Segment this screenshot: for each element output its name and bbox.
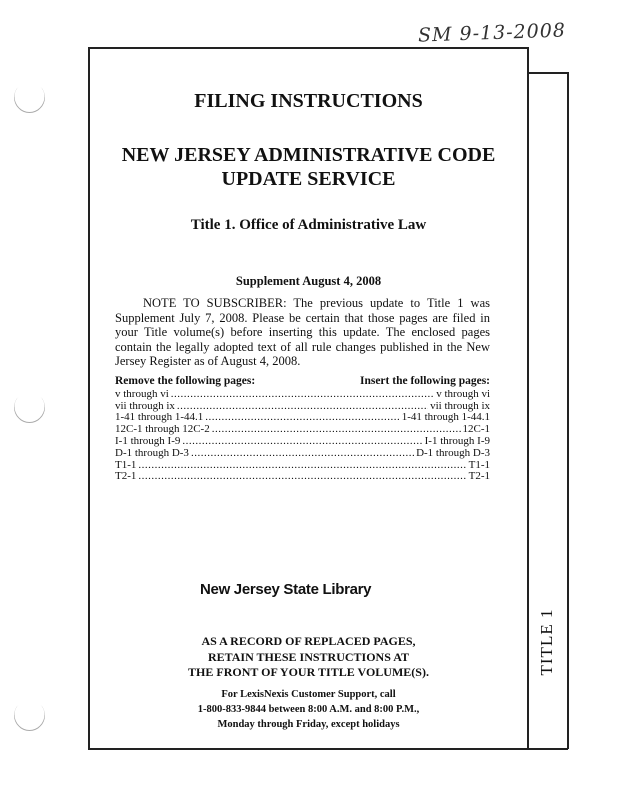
customer-support-info [90, 687, 527, 732]
remove-pages: v through vi [115, 387, 169, 400]
remove-pages: D-1 through D-3 [115, 446, 189, 459]
insert-pages: D-1 through D-3 [416, 446, 490, 459]
remove-pages: T2-1 [115, 470, 137, 483]
handwritten-note: SM 9-13-2008 [417, 19, 567, 47]
punch-hole-mark [8, 76, 52, 120]
leader-dots [212, 424, 461, 436]
table-row [115, 460, 490, 472]
page-title: FILING INSTRUCTIONS [194, 90, 423, 112]
support-line: 1-800-833-9844 between 8:00 A.M. and 8:00 P.M., [197, 704, 420, 715]
leader-dots [138, 460, 466, 472]
table-row [115, 448, 490, 460]
support-line: Monday through Friday, except holidays [217, 719, 400, 730]
code-title-line: NEW JERSEY ADMINISTRATIVE CODE [121, 144, 496, 166]
leader-dots [177, 401, 428, 413]
leader-dots [191, 448, 414, 460]
retain-notice [90, 634, 527, 681]
code-title-line: UPDATE SERVICE [221, 168, 396, 190]
code-title [90, 143, 527, 191]
retain-notice-line: RETAIN THESE INSTRUCTIONS AT [207, 649, 410, 664]
library-stamp: New Jersey State Library [200, 581, 372, 598]
punch-hole-mark [8, 694, 52, 738]
leader-dots [182, 436, 422, 448]
border-right [567, 72, 569, 749]
retain-notice-line: AS A RECORD OF REPLACED PAGES, [201, 634, 416, 648]
table-row [115, 436, 490, 448]
supplement-date: Supplement August 4, 2008 [235, 274, 382, 288]
insert-pages: 1-41 through 1-44.1 [401, 411, 490, 424]
border-bottom [88, 748, 568, 750]
title-tab-label: TITLE 1 [537, 608, 556, 676]
border-top [88, 47, 528, 49]
note-to-subscriber: NOTE TO SUBSCRIBER: The previous update to Title 1 was Supplement July 7, 2008. Please be certain that those pages are filed in your Title volume(s) before inserting this update. The enclosed pages contain the legally adopted text of all rule changes published in the New Jersey Register as of August 4, 2008. [115, 296, 490, 369]
support-line: For LexisNexis Customer Support, call [221, 689, 396, 700]
retain-notice-line: THE FRONT OF YOUR TITLE VOLUME(S). [188, 665, 429, 679]
insert-pages: I-1 through I-9 [424, 434, 490, 447]
leader-dots [205, 412, 399, 424]
insert-pages: T1-1 [468, 458, 490, 471]
insert-pages: T2-1 [468, 470, 490, 483]
remove-pages: I-1 through I-9 [115, 434, 181, 447]
table-row [115, 389, 490, 401]
title-subtitle: Title 1. Office of Administrative Law [190, 217, 427, 233]
remove-header: Remove the following pages: [115, 375, 256, 387]
remove-pages: 1-41 through 1-44.1 [115, 411, 204, 424]
leader-dots [138, 471, 466, 483]
remove-pages: 12C-1 through 12C-2 [115, 423, 210, 436]
leader-dots [171, 389, 434, 401]
remove-pages: vii through ix [115, 399, 175, 412]
pages-table-header [115, 376, 490, 388]
remove-pages: T1-1 [115, 458, 137, 471]
tab-top [527, 72, 567, 74]
insert-pages: vii through ix [430, 399, 490, 412]
tab-divider [527, 47, 529, 749]
punch-hole-mark [8, 386, 52, 430]
table-row [115, 471, 490, 483]
insert-header: Insert the following pages: [359, 375, 490, 387]
pages-table [115, 376, 490, 483]
insert-pages: 12C-1 [462, 423, 490, 436]
insert-pages: v through vi [436, 387, 490, 400]
